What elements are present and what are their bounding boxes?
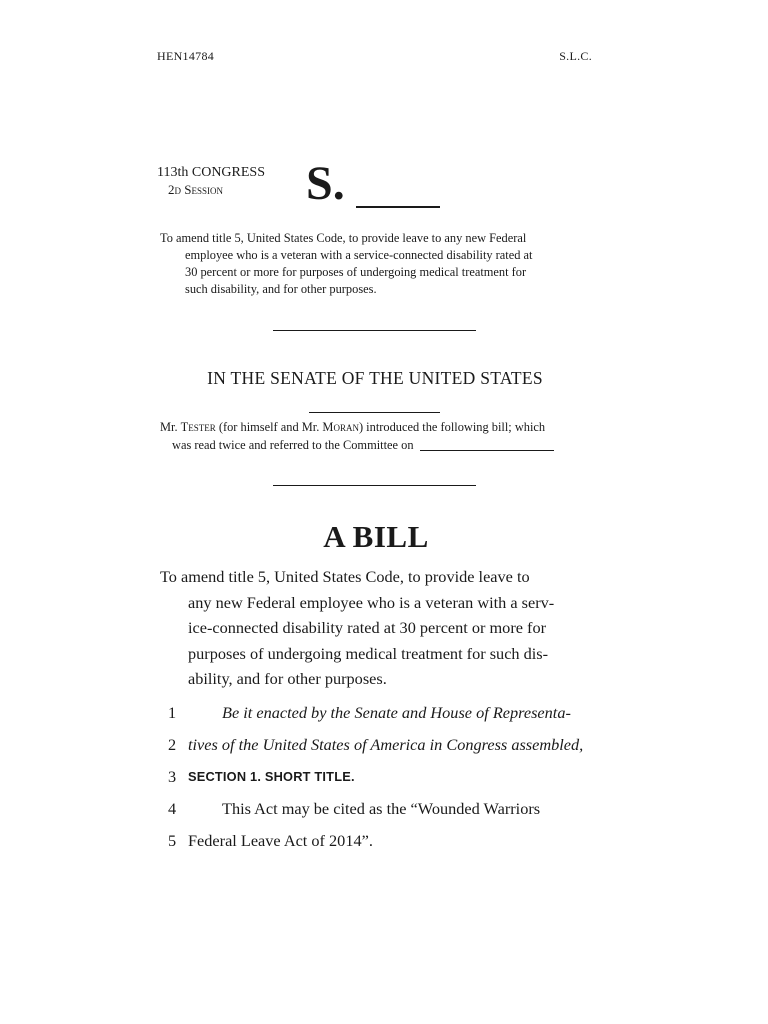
bill-line-4 xyxy=(160,797,600,821)
intro-suffix: ) introduced the following bill; which xyxy=(358,420,546,434)
short-purpose-line: 30 percent or more for purposes of undergoing medical treatment for xyxy=(185,265,527,279)
senate-heading: IN THE SENATE OF THE UNITED STATES xyxy=(207,368,543,388)
introduction-paragraph xyxy=(160,418,592,454)
session-ordinal: 2d xyxy=(168,182,181,197)
committee-blank xyxy=(420,450,554,451)
bill-line-5 xyxy=(160,829,600,853)
line-number: 2 xyxy=(168,735,177,754)
bill-line-2 xyxy=(160,733,600,757)
divider-rule xyxy=(273,485,476,486)
enacting-clause-line: Be it enacted by the Senate and House of Representa- xyxy=(222,703,571,722)
short-purpose-line: To amend title 5, United States Code, to provide leave to any new Federal xyxy=(160,231,527,245)
long-purpose-line: ability, and for other purposes. xyxy=(188,669,387,688)
long-purpose-line: To amend title 5, United States Code, to provide leave to xyxy=(160,567,530,586)
short-purpose-line: employee who is a veteran with a service-connected disability rated at xyxy=(185,248,533,262)
long-purpose xyxy=(160,564,600,692)
introduction-line-1 xyxy=(160,418,592,436)
sponsor-name: Tester xyxy=(180,420,216,434)
slc-marker: S.L.C. xyxy=(559,49,592,63)
introduction-line-2 xyxy=(160,436,592,454)
bill-line-1 xyxy=(160,701,600,725)
bill-number-blank xyxy=(356,206,440,208)
congress-ordinal: 113th xyxy=(157,165,189,180)
section-heading: SECTION 1. SHORT TITLE. xyxy=(188,769,355,784)
short-purpose-line: such disability, and for other purposes. xyxy=(185,282,377,296)
bill-line-3 xyxy=(160,765,600,789)
session-word: Session xyxy=(184,182,223,197)
line-number: 5 xyxy=(168,831,177,850)
line-number: 1 xyxy=(168,703,177,722)
divider-rule-short xyxy=(309,412,440,413)
long-purpose-line: ice-connected disability rated at 30 percent or more for xyxy=(188,618,547,637)
session-number xyxy=(168,182,223,198)
bill-letter: S. xyxy=(306,157,345,210)
committee-referral-text: was read twice and referred to the Committee on xyxy=(172,438,414,452)
section-text-line: Federal Leave Act of 2014”. xyxy=(188,831,373,850)
divider-rule xyxy=(273,330,476,331)
long-purpose-line: any new Federal employee who is a veteran with a serv- xyxy=(188,592,555,612)
document-id: HEN14784 xyxy=(157,49,215,63)
congress-number xyxy=(157,165,265,181)
short-purpose xyxy=(160,230,592,298)
congress-word: CONGRESS xyxy=(191,165,266,180)
section-text-line: This Act may be cited as the “Wounded Warriors xyxy=(222,799,541,818)
long-purpose-line: purposes of undergoing medical treatment for such dis- xyxy=(188,643,549,663)
intro-middle: (for himself and Mr. xyxy=(215,420,323,434)
line-number: 3 xyxy=(168,767,177,786)
bill-title: A BILL xyxy=(323,519,429,554)
line-number: 4 xyxy=(168,799,177,818)
enacting-clause-line: tives of the United States of America in Congress assembled, xyxy=(188,735,584,754)
cosponsor-name: Moran xyxy=(322,420,359,434)
intro-prefix: Mr. xyxy=(160,420,181,434)
